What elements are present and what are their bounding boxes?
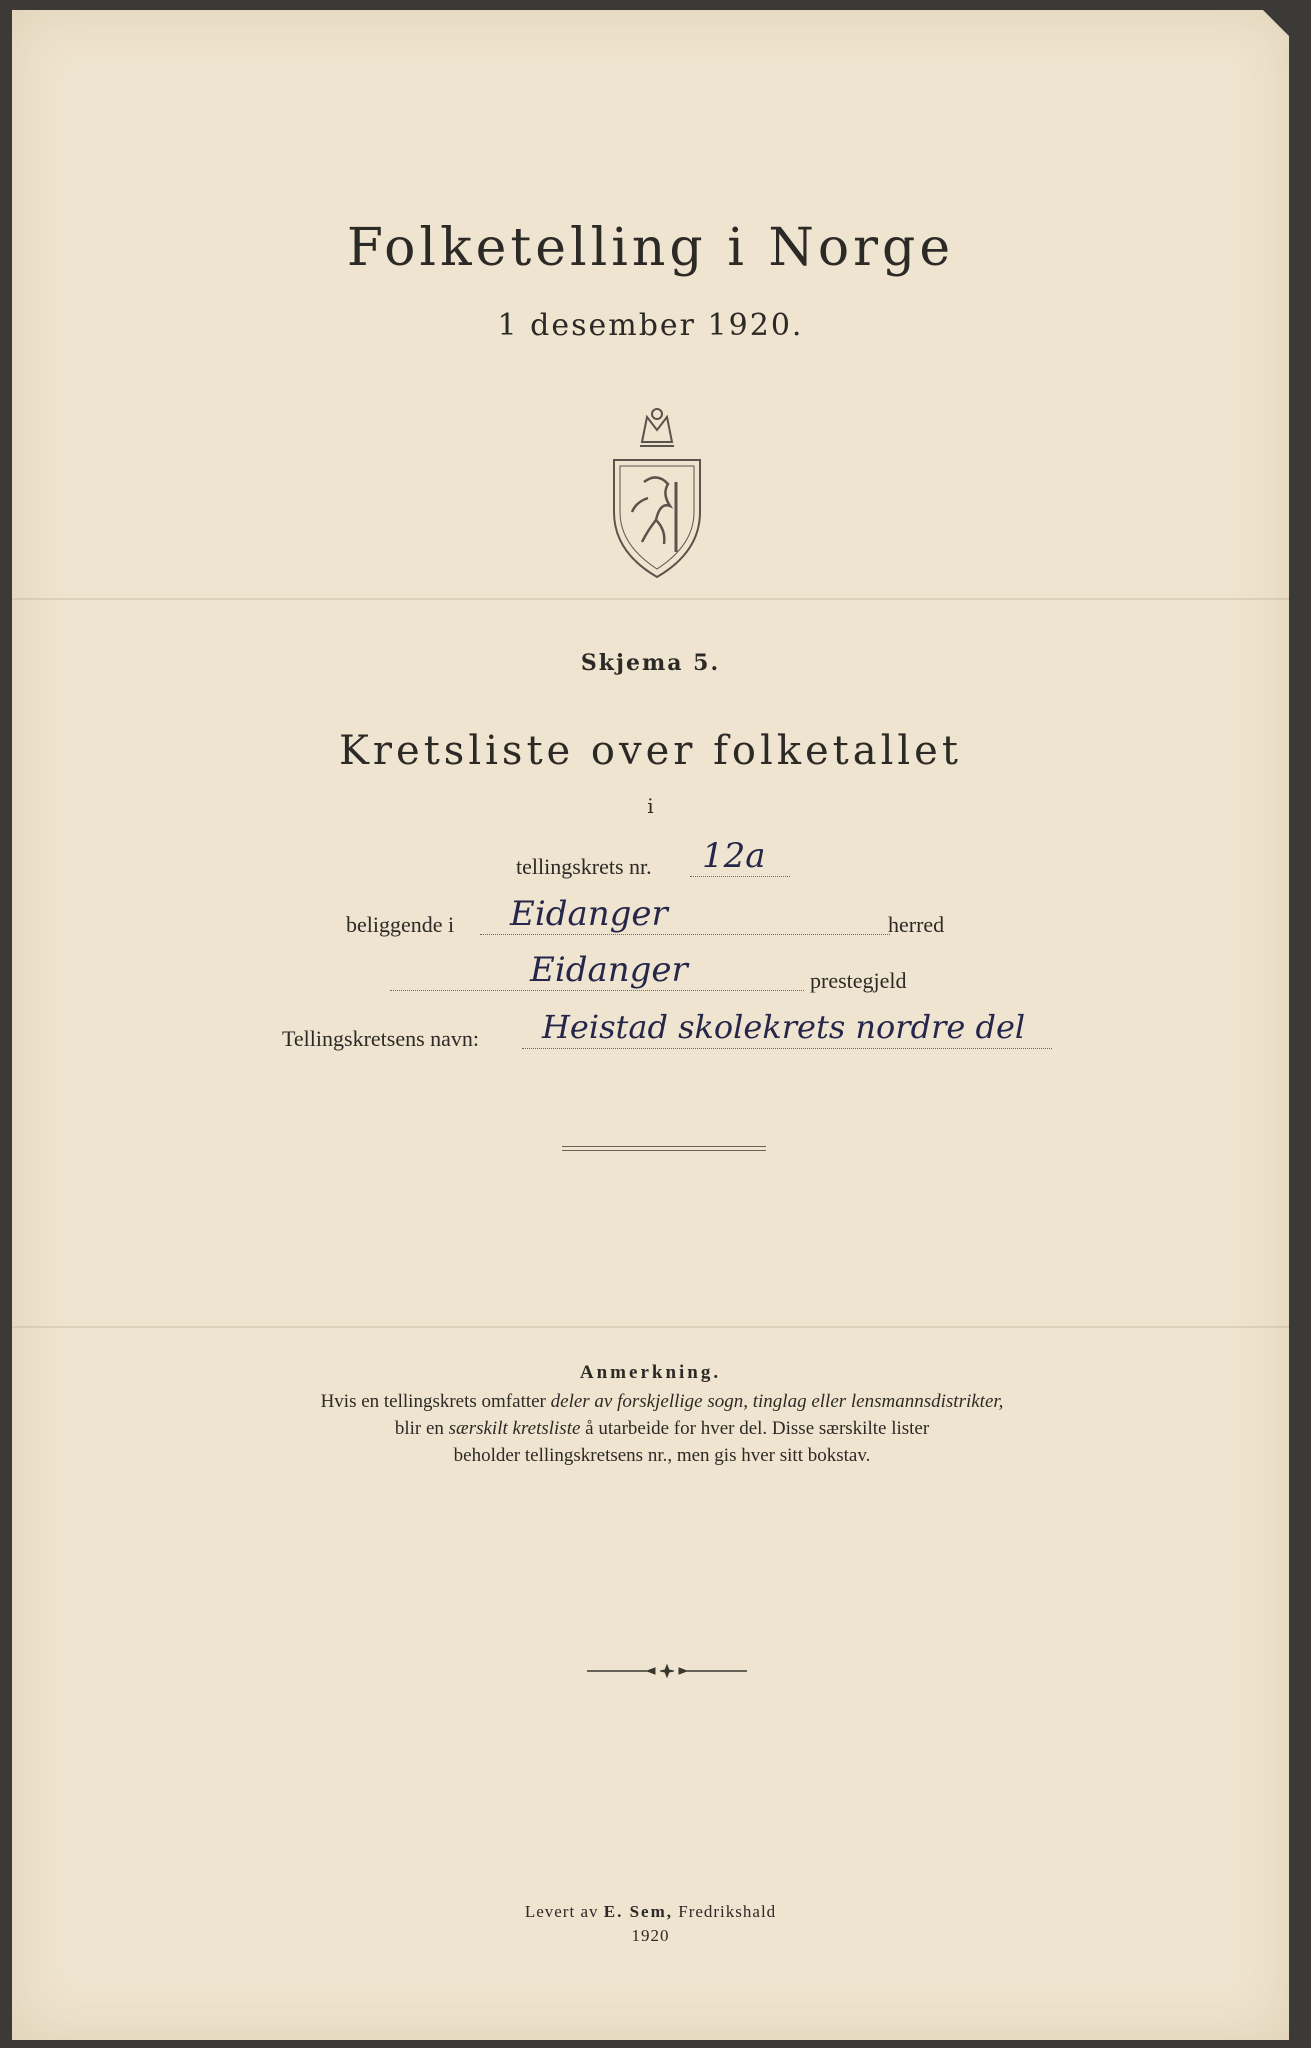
district-name-field[interactable]: [522, 1048, 1052, 1049]
print-year: 1920: [631, 1926, 670, 1945]
form-heading: Kretsliste over folketallet: [339, 728, 962, 774]
note-text: [192, 1388, 1132, 1469]
norwegian-coat-of-arms-icon: [602, 402, 712, 582]
divider-rule: [562, 1150, 766, 1151]
district-name-value: Heistad skolekrets nordre del: [542, 1008, 1026, 1046]
municipality-suffix: herred: [888, 912, 945, 937]
fold-line: [12, 1326, 1289, 1328]
note-line-3: beholder tellingskretsens nr., men gis hver sitt bokstav.: [453, 1445, 871, 1466]
municipality-value: Eidanger: [510, 894, 668, 934]
parish-field[interactable]: [390, 990, 804, 991]
schema-number: Skjema 5.: [580, 650, 721, 676]
divider-rule: [562, 1146, 766, 1147]
printer-city: Fredrikshald: [672, 1902, 777, 1921]
page-title: Folketelling i Norge: [346, 218, 955, 278]
printer-line: [12, 1900, 1289, 1924]
district-number-label: tellingskrets nr.: [516, 854, 652, 879]
fold-line: [12, 598, 1289, 600]
printer-prefix: Levert av: [524, 1902, 604, 1921]
census-date: 1 desember 1920.: [497, 308, 804, 343]
located-in-label: beliggende i: [346, 912, 455, 937]
note-line-2-emphasis: særskilt kretsliste: [448, 1418, 581, 1439]
ornament-divider-icon: [587, 1664, 747, 1678]
note-line-2-text: blir en: [394, 1418, 449, 1439]
note-line-1-text: Hvis en tellingskrets omfatter: [320, 1391, 551, 1412]
note-line-2-text-end: å utarbeide for hver del. Disse særskilte lister: [580, 1418, 930, 1439]
district-number-value: 12a: [702, 836, 766, 876]
parish-suffix: prestegjeld: [810, 968, 907, 993]
connector-word: i: [647, 794, 654, 818]
note-line-2: [192, 1415, 1132, 1442]
note-heading: Anmerkning.: [579, 1362, 722, 1383]
note-line-1-emphasis: deler av forskjellige sogn, tinglag eller lensmannsdistrikter,: [550, 1391, 1004, 1412]
folded-corner: [1263, 10, 1289, 36]
note-line-1: [192, 1388, 1132, 1415]
printer-name: E. Sem,: [603, 1902, 673, 1921]
parish-value: Eidanger: [530, 950, 688, 990]
district-number-field[interactable]: [690, 876, 790, 877]
municipality-field[interactable]: [480, 934, 890, 935]
district-name-label: Tellingskretsens navn:: [282, 1026, 480, 1051]
census-form-page: [12, 10, 1289, 2040]
printer-credit: [12, 1900, 1289, 1948]
